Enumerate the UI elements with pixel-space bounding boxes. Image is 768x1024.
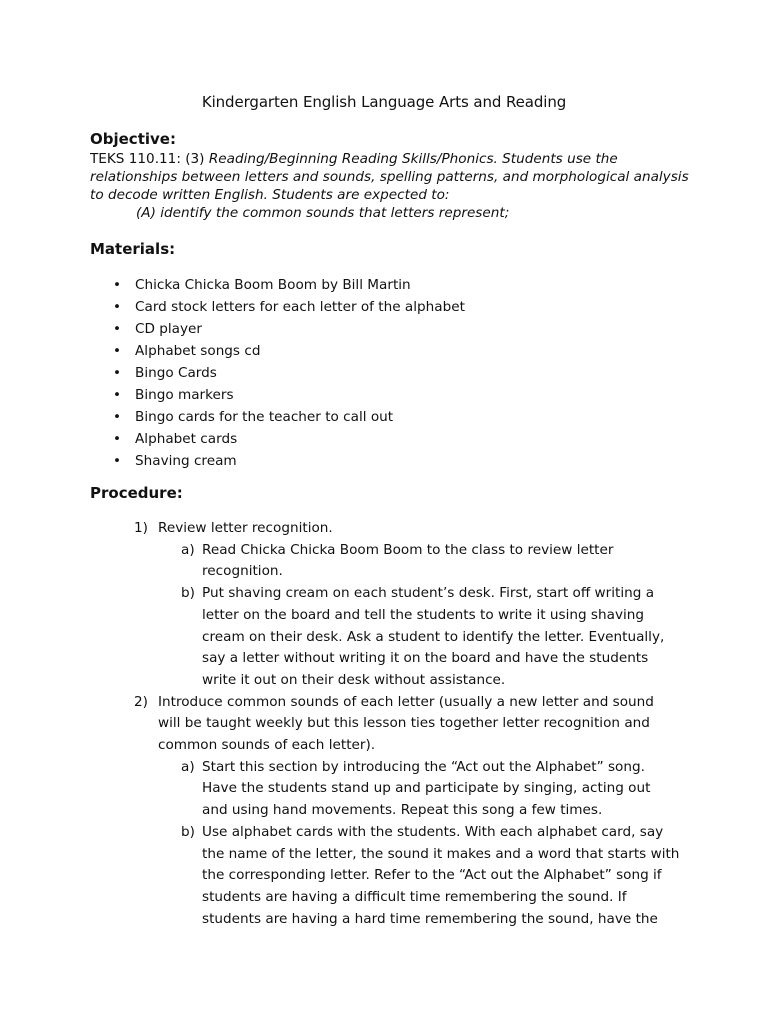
- objective-heading: Objective:: [90, 130, 176, 148]
- procedure-substep: [0, 757, 768, 822]
- bullet-icon: •: [113, 343, 122, 359]
- procedure-step: [0, 518, 768, 692]
- bullet-icon: •: [113, 277, 122, 293]
- substep-letter: b): [181, 585, 195, 602]
- list-item: • Bingo Cards: [0, 362, 465, 384]
- expectation-text: (A) identify the common sounds that letters represent;: [136, 205, 510, 221]
- list-item: • Shaving cream: [0, 450, 465, 472]
- substep-letter: a): [181, 758, 195, 775]
- bullet-icon: •: [113, 365, 122, 381]
- bullet-icon: •: [113, 299, 122, 315]
- list-item: • CD player: [0, 318, 465, 340]
- list-item: • Bingo markers: [0, 384, 465, 406]
- procedure-list: [0, 518, 768, 930]
- procedure-substep: [0, 583, 768, 692]
- standard-text: Reading/Beginning Reading Skills/Phonics. Students use the relationships between letters and sounds, spelling patterns, and morphological analysis to decode written English. Students are expected to:: [90, 151, 689, 203]
- bullet-icon: •: [113, 431, 122, 447]
- teks-code: TEKS 110.11: (3): [90, 151, 205, 167]
- materials-list: [0, 274, 465, 472]
- objective-text: [90, 150, 690, 222]
- bullet-icon: •: [113, 453, 122, 469]
- list-item: • Alphabet songs cd: [0, 340, 465, 362]
- substep-text: Use alphabet cards with the students. With each alphabet card, say the name of the letter, the sound it makes and a word that starts with the corresponding letter. Refer to the “Act out the Alphabet” song if students are having a difficult time remembering the sound. If students are having a hard time remembering the sound, have the: [202, 823, 680, 927]
- list-item: • Alphabet cards: [0, 428, 465, 450]
- substep-letter: a): [181, 541, 195, 558]
- step-text: Review letter recognition.: [158, 520, 333, 536]
- procedure-heading: Procedure:: [90, 484, 183, 502]
- step-number: 1): [134, 520, 148, 536]
- procedure-step: [0, 692, 768, 931]
- substep-text: Start this section by introducing the “Act out the Alphabet” song. Have the students stand up and participate by singing, acting out and using hand movements. Repeat this song a few times.: [202, 758, 651, 819]
- materials-heading: Materials:: [90, 240, 176, 258]
- list-item: • Card stock letters for each letter of the alphabet: [0, 296, 465, 318]
- list-item: • Bingo cards for the teacher to call out: [0, 406, 465, 428]
- procedure-substep: [0, 822, 768, 931]
- substep-text: Put shaving cream on each student’s desk. First, start off writing a letter on the board and tell the students to write it using shaving cream on their desk. Ask a student to identify the letter. Eventually, say a letter without writing it on the board and have the students write it out on their desk without assistance.: [202, 585, 665, 688]
- bullet-icon: •: [113, 321, 122, 337]
- substep-letter: b): [181, 823, 195, 840]
- step-number: 2): [134, 693, 148, 710]
- step-text: Introduce common sounds of each letter (usually a new letter and sound will be taught weekly but this lesson ties together letter recognition and common sounds of each letter).: [158, 693, 654, 754]
- bullet-icon: •: [113, 387, 122, 403]
- document-title: Kindergarten English Language Arts and Reading: [201, 93, 567, 111]
- bullet-icon: •: [113, 409, 122, 425]
- procedure-substep: [0, 540, 768, 583]
- list-item: • Chicka Chicka Boom Boom by Bill Martin: [0, 274, 465, 296]
- substep-text: Read Chicka Chicka Boom Boom to the class to review letter recognition.: [202, 541, 614, 580]
